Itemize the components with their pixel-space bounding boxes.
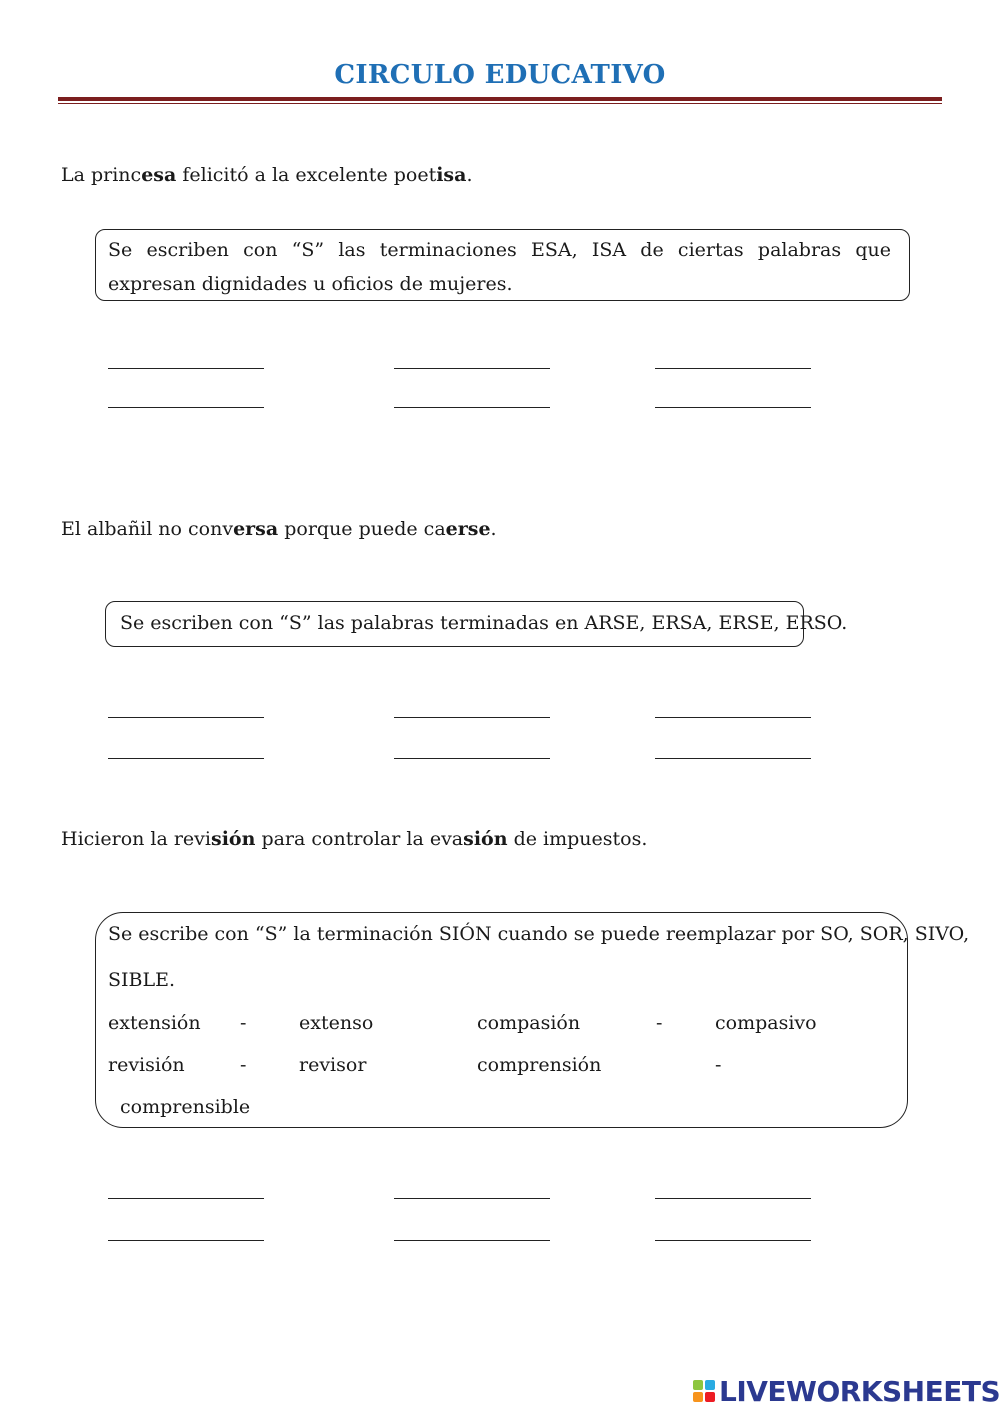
sentence-text: porque puede ca — [278, 518, 446, 540]
answer-blank[interactable] — [108, 407, 264, 408]
answer-blank[interactable] — [394, 1240, 550, 1241]
title-divider — [58, 97, 942, 101]
liveworksheets-logo-icon — [693, 1380, 715, 1402]
sentence-text: para controlar la eva — [255, 828, 464, 850]
highlighted-ending: isa — [436, 164, 467, 186]
example-word: revisión — [108, 1054, 185, 1076]
answer-blank[interactable] — [108, 758, 264, 759]
brand-name: LIVEWORKSHEETS — [719, 1374, 1000, 1408]
answer-blank[interactable] — [108, 1240, 264, 1241]
rule-text-2: Se escriben con “S” las palabras terminadas en ARSE, ERSA, ERSE, ERSO. — [120, 612, 848, 634]
highlighted-ending: esa — [141, 164, 177, 186]
rule-box-3 — [95, 912, 970, 1128]
sentence-text: . — [466, 164, 473, 186]
answer-blank[interactable] — [655, 1240, 811, 1241]
sentence-text: de impuestos. — [507, 828, 648, 850]
example-sentence-3 — [61, 828, 647, 850]
rule-box-1 — [95, 229, 910, 301]
liveworksheets-logo — [693, 1376, 1000, 1406]
example-word: comprensión — [477, 1054, 602, 1076]
example-dash: - — [240, 1054, 247, 1076]
highlighted-ending: sión — [463, 828, 508, 850]
answer-blank[interactable] — [394, 758, 550, 759]
highlighted-ending: erse — [445, 518, 491, 540]
sentence-text: El albañil no conv — [61, 518, 234, 540]
example-word: extenso — [299, 1012, 374, 1034]
title-divider-thin — [58, 103, 942, 104]
answer-blank[interactable] — [394, 1198, 550, 1199]
page-title: CIRCULO EDUCATIVO — [334, 60, 666, 90]
answer-blank[interactable] — [655, 758, 811, 759]
rule-text-3-cont: SIBLE. — [108, 969, 176, 991]
answer-blank[interactable] — [394, 717, 550, 718]
example-word: comprensible — [120, 1096, 251, 1118]
sentence-text: La princ — [61, 164, 142, 186]
answer-blank[interactable] — [655, 717, 811, 718]
highlighted-ending: ersa — [233, 518, 279, 540]
answer-blank[interactable] — [655, 407, 811, 408]
sentence-text: felicitó a la excelente poet — [176, 164, 437, 186]
example-dash: - — [656, 1012, 663, 1034]
highlighted-ending: sión — [211, 828, 256, 850]
example-sentence-2 — [61, 518, 497, 540]
sentence-text: Hicieron la revi — [61, 828, 211, 850]
example-dash: - — [240, 1012, 247, 1034]
answer-blank[interactable] — [108, 1198, 264, 1199]
answer-blank[interactable] — [108, 717, 264, 718]
example-dash: - — [715, 1054, 722, 1076]
example-word: revisor — [299, 1054, 367, 1076]
rule-text-1: Se escriben con “S” las terminaciones ESA, ISA de ciertas palabras que expresan dignidades u oficios de mujeres. — [108, 239, 891, 295]
answer-blank[interactable] — [394, 407, 550, 408]
answer-blank[interactable] — [655, 1198, 811, 1199]
rule-text-3: Se escribe con “S” la terminación SIÓN cuando se puede reemplazar por SO, SOR, SIVO, — [108, 923, 970, 945]
answer-blank[interactable] — [655, 368, 811, 369]
example-sentence-1 — [61, 164, 473, 186]
answer-blank[interactable] — [108, 368, 264, 369]
example-word: compasión — [477, 1012, 581, 1034]
example-word: extensión — [108, 1012, 201, 1034]
rule-box-2 — [105, 601, 848, 647]
sentence-text: . — [490, 518, 497, 540]
example-word: compasivo — [715, 1012, 817, 1034]
answer-blank[interactable] — [394, 368, 550, 369]
